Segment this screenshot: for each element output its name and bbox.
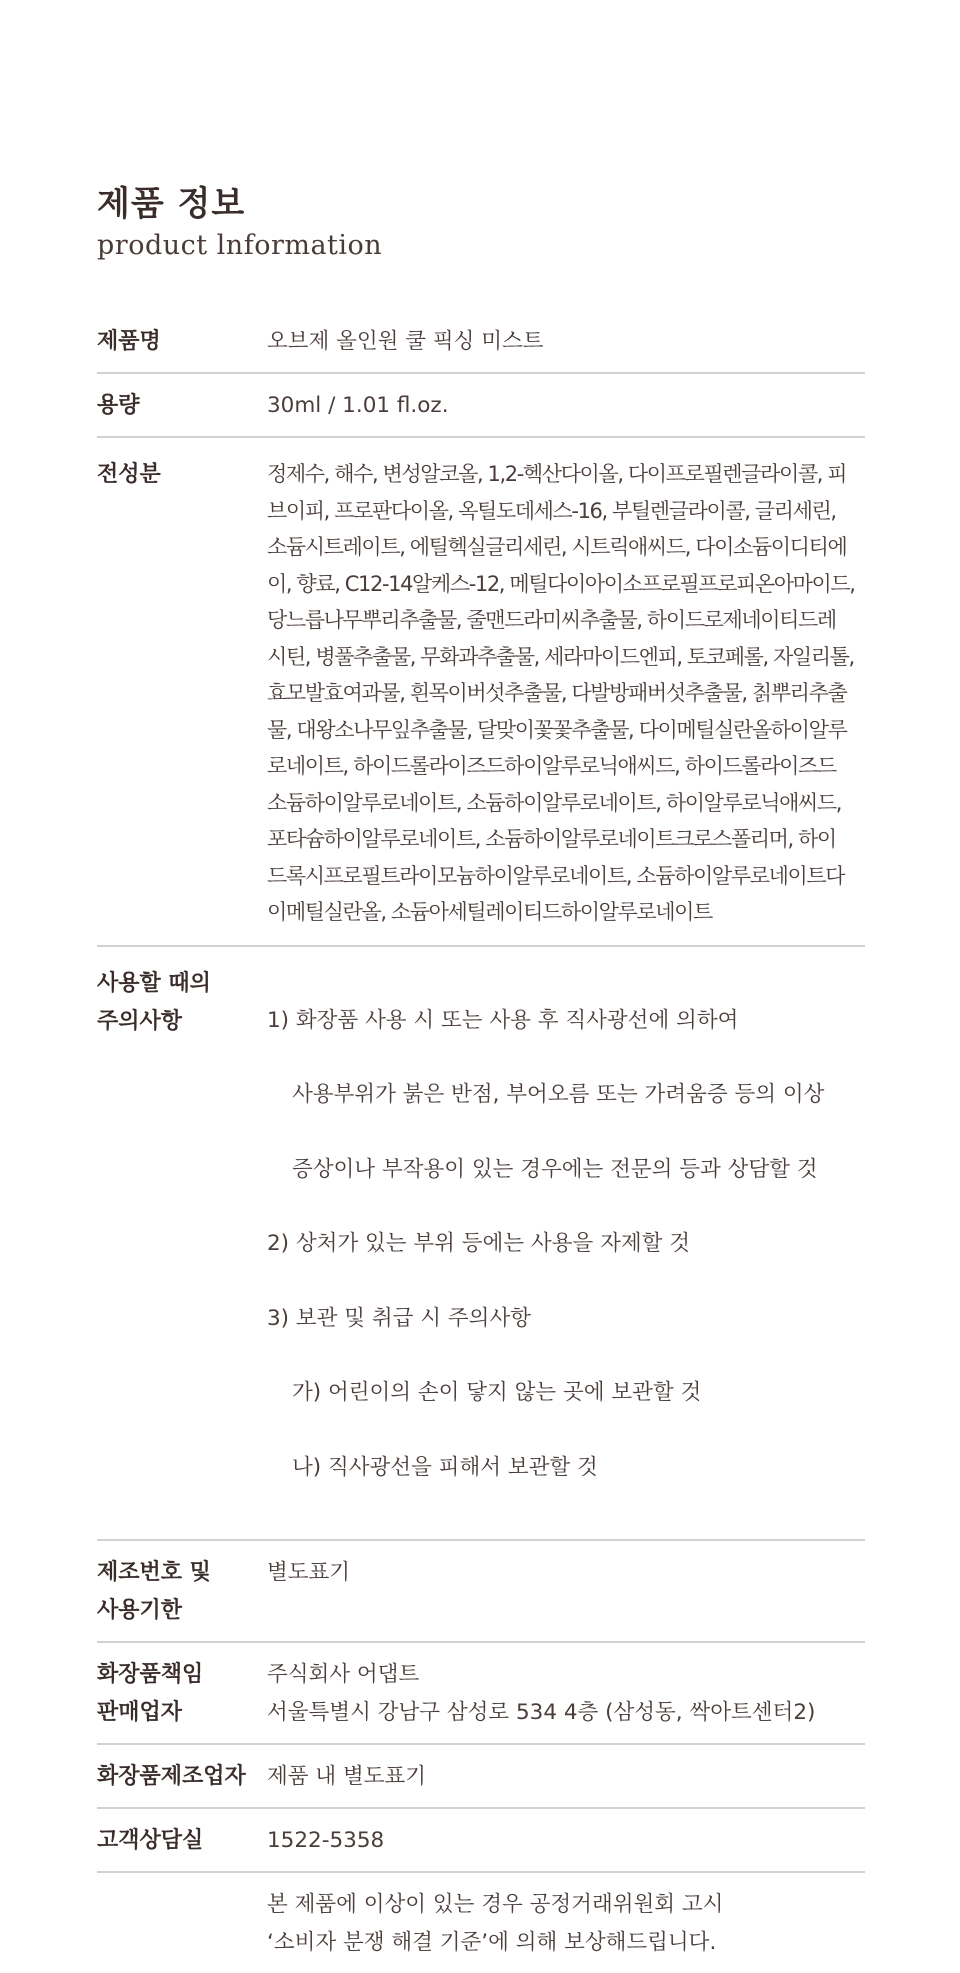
row-volume (97, 374, 865, 438)
product-info-table (97, 310, 865, 1973)
row-label: 제품명 (97, 329, 161, 354)
row-value: 주식회사 어댑트 서울특별시 강남구 삼성로 534 4층 (삼성동, 싹아트센터2) (267, 1662, 816, 1725)
row-label: 화장품책임 판매업자 (97, 1662, 204, 1725)
row-lot-expiry (97, 1541, 865, 1643)
row-label: 전성분 (97, 462, 161, 487)
caution-line: 사용부위가 붉은 반점, 부어오름 또는 가려움증 등의 이상 (292, 1082, 825, 1107)
row-caution (97, 947, 865, 1542)
row-label: 용량 (97, 393, 140, 418)
row-value: 30ml / 1.01 fl.oz. (267, 393, 449, 418)
row-value: 별도표기 (267, 1560, 351, 1585)
row-label: 사용할 때의 주의사항 (97, 970, 211, 1034)
page-subtitle: product lnformation (97, 230, 383, 261)
caution-line: 3) 보관 및 취급 시 주의사항 (267, 1305, 531, 1331)
row-label (97, 1886, 267, 1962)
row-customer-service (97, 1809, 865, 1873)
ingredients-text: 정제수, 해수, 변성알코올, 1,2-헥산다이올, 다이프로필렌글라이콜, 피 브이피, 프로판다이올, 옥틸도데세스-16, 부틸렌글라이콜, 글리세린, 소듐시트레이트, 에틸헥실글리세린, 시트릭애씨드, 다이소듐이디티에 이, 향료, C12-14알케스-12, 메틸다이아이소프로필프로피온아마이드, 당느릅나무뿌리추출물, 줄맨드라미씨추출물, 하이드로제네이티드레 시틴, 병풀추출물, 무화과추출물, 세라마이드엔피, 토코페롤, 자일리톨, 효모발효여과물, 흰목이버섯추출물, 다발방패버섯추출물, 칡뿌리추출 물, 대왕소나무잎추출물, 달맞이꽃꽃추출물, 다이메틸실란올하이알루 로네이트, 하이드롤라이즈드하이알루로닉애씨드, 하이드롤라이즈드 소듐하이알루로네이트, 소듐하이알루로네이트, 하이알루로닉애씨드, 포타슘하이알루로네이트, 소듐하이알루로네이트크로스폴리머, 하이 드록시프로필트라이모늄하이알루로네이트, 소듐하이알루로네이트다 이메틸실란올, 소듐아세틸레이티드하이알루로네이트 (267, 462, 855, 924)
caution-list (267, 965, 865, 1525)
caution-line: 나) 직사광선을 피해서 보관할 것 (292, 1454, 598, 1480)
row-value: 오브제 올인원 쿨 픽싱 미스트 (267, 329, 544, 354)
caution-line: 증상이나 부작용이 있는 경우에는 전문의 등과 상담할 것 (292, 1156, 818, 1182)
row-notice (97, 1873, 865, 1973)
section-header (97, 182, 382, 264)
row-product-name (97, 310, 865, 374)
caution-line: 가) 어린이의 손이 닿지 않는 곳에 보관할 것 (292, 1380, 702, 1405)
row-label: 화장품제조업자 (97, 1764, 246, 1789)
notice-text: 본 제품에 이상이 있는 경우 공정거래위원회 고시 ‘소비자 분쟁 해결 기준’에 의해 보상해드립니다. (267, 1892, 724, 1955)
caution-line: 1) 화장품 사용 시 또는 사용 후 직사광선에 의하여 (267, 1007, 739, 1033)
row-value: 제품 내 별도표기 (267, 1764, 427, 1789)
row-manufacturer (97, 1745, 865, 1809)
page-title: 제품 정보 (97, 184, 246, 224)
row-seller (97, 1643, 865, 1745)
row-label: 제조번호 및 사용기한 (97, 1560, 211, 1623)
caution-line: 2) 상처가 있는 부위 등에는 사용을 자제할 것 (267, 1231, 690, 1256)
row-label: 고객상담실 (97, 1828, 204, 1853)
row-value: 1522-5358 (267, 1828, 385, 1853)
row-ingredients (97, 438, 865, 947)
